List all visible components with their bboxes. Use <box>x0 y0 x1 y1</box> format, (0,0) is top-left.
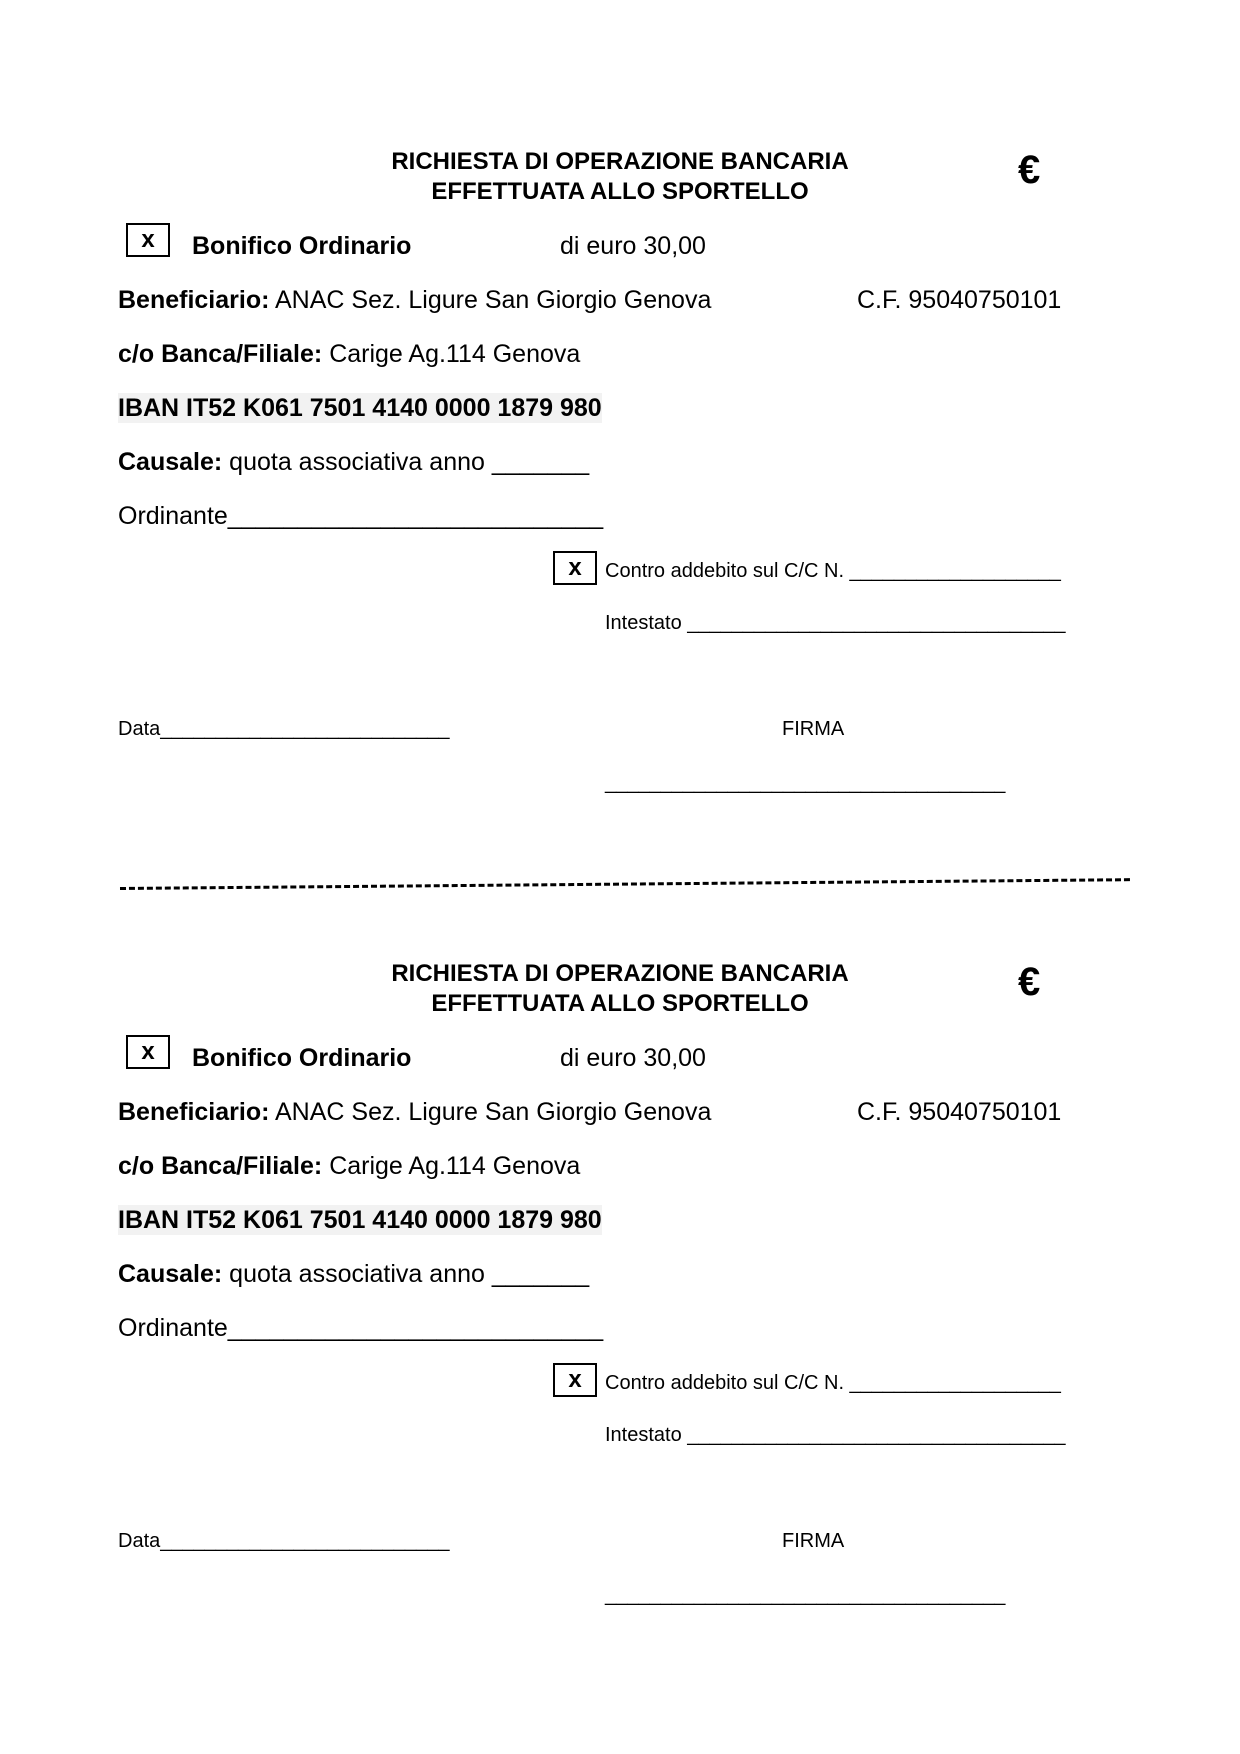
account-holder-field[interactable]: Intestato __________________________________ <box>605 612 1066 634</box>
causale-row <box>118 1259 589 1289</box>
form-title-line-2: EFFETTUATA ALLO SPORTELLO <box>431 178 809 205</box>
causale-label: Causale: <box>118 448 223 476</box>
signature-label: FIRMA <box>782 718 845 740</box>
debit-checkbox[interactable]: x <box>553 551 597 585</box>
debit-checkbox[interactable]: x <box>553 1363 597 1397</box>
euro-icon: € <box>1018 148 1041 192</box>
transfer-type-label: Bonifico Ordinario <box>192 1044 412 1072</box>
bank-request-form-2 <box>0 818 1240 1606</box>
signature-line[interactable]: ____________________________________ <box>605 772 1006 794</box>
bonifico-checkbox[interactable]: x <box>126 1035 170 1069</box>
date-field[interactable]: Data__________________________ <box>118 1530 450 1552</box>
bonifico-checkbox[interactable]: x <box>126 223 170 257</box>
beneficiary-value: ANAC Sez. Ligure San Giorgio Genova <box>269 286 712 314</box>
tax-code: C.F. 95040750101 <box>857 286 1062 314</box>
debit-account-field[interactable]: Contro addebito sul C/C N. ___________________ <box>605 560 1061 582</box>
signature-label: FIRMA <box>782 1530 845 1552</box>
causale-value: quota associativa anno _______ <box>222 448 590 476</box>
bank-row <box>118 339 580 369</box>
date-field[interactable]: Data__________________________ <box>118 718 450 740</box>
bank-request-form-1 <box>0 0 1240 794</box>
beneficiary-label: Beneficiario: <box>118 286 270 314</box>
amount-text: di euro 30,00 <box>560 1044 706 1072</box>
causale-label: Causale: <box>118 1260 223 1288</box>
form-title-line-1: RICHIESTA DI OPERAZIONE BANCARIA <box>391 960 849 987</box>
beneficiary-row <box>118 1097 711 1127</box>
causale-value: quota associativa anno _______ <box>222 1260 590 1288</box>
ordinante-field[interactable]: Ordinante___________________________ <box>118 502 604 530</box>
iban-text: IBAN IT52 K061 7501 4140 0000 1879 980 <box>118 394 602 422</box>
debit-account-field[interactable]: Contro addebito sul C/C N. ___________________ <box>605 1372 1061 1394</box>
bank-label: c/o Banca/Filiale: <box>118 1152 323 1180</box>
bank-value: Carige Ag.114 Genova <box>322 340 581 368</box>
tax-code: C.F. 95040750101 <box>857 1098 1062 1126</box>
bank-label: c/o Banca/Filiale: <box>118 340 323 368</box>
ordinante-field[interactable]: Ordinante___________________________ <box>118 1314 604 1342</box>
account-holder-field[interactable]: Intestato __________________________________ <box>605 1424 1066 1446</box>
bank-value: Carige Ag.114 Genova <box>322 1152 581 1180</box>
iban-text: IBAN IT52 K061 7501 4140 0000 1879 980 <box>118 1206 602 1234</box>
beneficiary-row <box>118 285 711 315</box>
transfer-type-label: Bonifico Ordinario <box>192 232 412 260</box>
amount-text: di euro 30,00 <box>560 232 706 260</box>
signature-line[interactable]: ____________________________________ <box>605 1584 1006 1606</box>
causale-row <box>118 447 589 477</box>
form-title-line-2: EFFETTUATA ALLO SPORTELLO <box>431 990 809 1017</box>
beneficiary-label: Beneficiario: <box>118 1098 270 1126</box>
beneficiary-value: ANAC Sez. Ligure San Giorgio Genova <box>269 1098 712 1126</box>
bank-row <box>118 1151 580 1181</box>
euro-icon: € <box>1018 960 1041 1004</box>
form-title-line-1: RICHIESTA DI OPERAZIONE BANCARIA <box>391 148 849 175</box>
